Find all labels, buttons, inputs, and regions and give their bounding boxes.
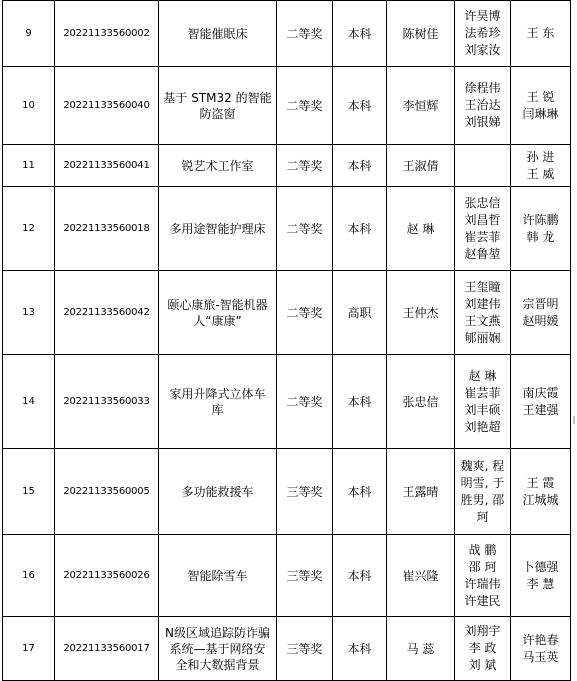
advisors bbox=[511, 355, 571, 449]
member: 赵鲁堃 bbox=[464, 246, 501, 261]
row-number: 14 bbox=[3, 355, 55, 449]
project-name-line: 智能除雪车 bbox=[187, 568, 248, 583]
award-grade: 三等奖 bbox=[277, 535, 333, 617]
team-leader: 王仲杰 bbox=[387, 271, 455, 355]
advisor: 王 锐 bbox=[526, 89, 555, 104]
team-leader: 李恒辉 bbox=[387, 67, 455, 145]
team-leader: 张忠信 bbox=[387, 355, 455, 449]
project-name bbox=[159, 1, 277, 67]
award-grade: 三等奖 bbox=[277, 617, 333, 681]
member: 刘丰硕 bbox=[464, 402, 501, 417]
advisors bbox=[511, 1, 571, 67]
advisor: 南庆霞 bbox=[522, 385, 559, 400]
education-level: 本科 bbox=[333, 187, 387, 271]
member: 郇丽娴 bbox=[464, 330, 501, 345]
advisor: 李 慧 bbox=[526, 576, 555, 591]
project-name-line: 颐心康旅-智能机器 bbox=[167, 297, 268, 312]
member: 刘昌哲 bbox=[464, 212, 501, 227]
member: 珂 bbox=[476, 509, 489, 524]
table-body bbox=[3, 1, 571, 681]
advisors bbox=[511, 449, 571, 535]
project-id: 20221133560005 bbox=[55, 449, 159, 535]
project-name-line: 系统—基于网络安 bbox=[169, 641, 266, 656]
education-level: 本科 bbox=[333, 535, 387, 617]
project-id: 20221133560040 bbox=[55, 67, 159, 145]
advisor: 江城城 bbox=[522, 492, 559, 507]
award-grade: 二等奖 bbox=[277, 355, 333, 449]
team-members bbox=[455, 617, 511, 681]
award-table bbox=[2, 0, 571, 681]
project-name-line: 家用升降式立体车 bbox=[169, 386, 266, 401]
project-name-line: 人“康康” bbox=[193, 313, 242, 328]
award-grade: 二等奖 bbox=[277, 145, 333, 187]
advisor: 许艳春 bbox=[522, 632, 559, 647]
advisors bbox=[511, 617, 571, 681]
row-number: 15 bbox=[3, 449, 55, 535]
education-level: 本科 bbox=[333, 617, 387, 681]
team-leader: 王淑倩 bbox=[387, 145, 455, 187]
member: 明雪, 于 bbox=[460, 475, 505, 490]
member: 许瑞伟 bbox=[464, 576, 501, 591]
education-level: 本科 bbox=[333, 67, 387, 145]
advisor: 许陈鹏 bbox=[522, 212, 559, 227]
row-number: 12 bbox=[3, 187, 55, 271]
member: 王玺瞳 bbox=[464, 279, 501, 294]
row-number: 16 bbox=[3, 535, 55, 617]
team-members bbox=[455, 145, 511, 187]
project-name-line: 锐艺术工作室 bbox=[181, 158, 254, 173]
table-row bbox=[3, 67, 571, 145]
project-name-line: 基于 STM32 的智能 bbox=[163, 90, 272, 105]
row-number: 9 bbox=[3, 1, 55, 67]
award-grade: 二等奖 bbox=[277, 1, 333, 67]
team-leader: 赵 琳 bbox=[387, 187, 455, 271]
team-members bbox=[455, 271, 511, 355]
team-members bbox=[455, 67, 511, 145]
member: 张忠信 bbox=[464, 195, 501, 210]
advisor: 马玉英 bbox=[522, 649, 559, 664]
advisors bbox=[511, 271, 571, 355]
member: 崔芸菲 bbox=[464, 385, 501, 400]
advisor: 卜德强 bbox=[522, 559, 559, 574]
page-edge-mark bbox=[573, 416, 575, 424]
project-id: 20221133560033 bbox=[55, 355, 159, 449]
advisor: 王 霞 bbox=[526, 475, 555, 490]
advisor: 韩 龙 bbox=[526, 229, 555, 244]
team-members bbox=[455, 535, 511, 617]
member: 刘艳超 bbox=[464, 419, 501, 434]
advisors bbox=[511, 67, 571, 145]
member: 李 政 bbox=[468, 641, 497, 655]
project-name bbox=[159, 145, 277, 187]
table-row bbox=[3, 1, 571, 67]
award-grade: 三等奖 bbox=[277, 449, 333, 535]
member: 许昊博 bbox=[464, 9, 501, 23]
advisor: 闫琳琳 bbox=[522, 106, 559, 121]
team-leader: 王露晴 bbox=[387, 449, 455, 535]
member: 战 鹏 bbox=[468, 542, 497, 557]
award-grade: 二等奖 bbox=[277, 187, 333, 271]
education-level: 本科 bbox=[333, 145, 387, 187]
education-level: 本科 bbox=[333, 449, 387, 535]
team-leader: 陈树佳 bbox=[387, 1, 455, 67]
member: 刘银娣 bbox=[464, 115, 501, 129]
education-level: 本科 bbox=[333, 1, 387, 67]
table-row bbox=[3, 355, 571, 449]
project-id: 20221133560041 bbox=[55, 145, 159, 187]
project-id: 20221133560018 bbox=[55, 187, 159, 271]
member: 许建民 bbox=[464, 593, 501, 608]
award-grade: 二等奖 bbox=[277, 67, 333, 145]
project-id: 20221133560017 bbox=[55, 617, 159, 681]
team-leader: 马 蕊 bbox=[387, 617, 455, 681]
member: 法希珍 bbox=[464, 26, 501, 40]
row-number: 10 bbox=[3, 67, 55, 145]
advisor: 赵明媛 bbox=[522, 313, 559, 328]
advisor: 王建强 bbox=[522, 402, 559, 417]
member: 刘家汝 bbox=[464, 43, 501, 57]
project-name-line: 多功能救援车 bbox=[181, 484, 254, 499]
project-name-line: 智能催眠床 bbox=[187, 26, 248, 41]
team-members bbox=[455, 187, 511, 271]
project-id: 20221133560026 bbox=[55, 535, 159, 617]
project-name bbox=[159, 355, 277, 449]
table-row bbox=[3, 271, 571, 355]
member: 胜男, 邵 bbox=[460, 492, 505, 507]
member: 王治达 bbox=[464, 98, 501, 112]
advisor: 王 威 bbox=[526, 166, 555, 181]
project-name bbox=[159, 67, 277, 145]
project-id: 20221133560042 bbox=[55, 271, 159, 355]
project-name bbox=[159, 449, 277, 535]
member: 徐程伟 bbox=[464, 81, 501, 95]
education-level: 高职 bbox=[333, 271, 387, 355]
team-members bbox=[455, 449, 511, 535]
member: 魏爽, 程 bbox=[460, 458, 505, 473]
project-id: 20221133560002 bbox=[55, 1, 159, 67]
project-name-line: N级区域追踪防诈骗 bbox=[165, 625, 270, 640]
member: 王文燕 bbox=[464, 313, 501, 328]
advisors bbox=[511, 535, 571, 617]
member: 刘 斌 bbox=[468, 658, 497, 672]
project-name-line: 全和大数据背景 bbox=[175, 657, 260, 672]
advisor: 宗晋明 bbox=[522, 296, 559, 311]
project-name bbox=[159, 187, 277, 271]
project-name bbox=[159, 617, 277, 681]
project-name-line: 多用途智能护理床 bbox=[169, 221, 266, 236]
team-members bbox=[455, 355, 511, 449]
table-row bbox=[3, 449, 571, 535]
table-row bbox=[3, 535, 571, 617]
member: 刘翔宇 bbox=[464, 624, 501, 638]
project-name bbox=[159, 535, 277, 617]
member: 刘建伟 bbox=[464, 296, 501, 311]
project-name bbox=[159, 271, 277, 355]
education-level: 本科 bbox=[333, 355, 387, 449]
advisors bbox=[511, 145, 571, 187]
row-number: 11 bbox=[3, 145, 55, 187]
member: 崔芸菲 bbox=[464, 229, 501, 244]
advisor: 孙 进 bbox=[526, 149, 555, 164]
project-name-line: 防盗窗 bbox=[199, 106, 236, 121]
award-grade: 二等奖 bbox=[277, 271, 333, 355]
team-members bbox=[455, 1, 511, 67]
project-name-line: 库 bbox=[211, 402, 224, 417]
row-number: 13 bbox=[3, 271, 55, 355]
table-row bbox=[3, 187, 571, 271]
team-leader: 崔兴隆 bbox=[387, 535, 455, 617]
advisor: 王 东 bbox=[526, 26, 555, 40]
table-row bbox=[3, 145, 571, 187]
member: 赵 琳 bbox=[468, 368, 497, 383]
member: 邵 珂 bbox=[468, 559, 497, 574]
row-number: 17 bbox=[3, 617, 55, 681]
table-row bbox=[3, 617, 571, 681]
advisors bbox=[511, 187, 571, 271]
